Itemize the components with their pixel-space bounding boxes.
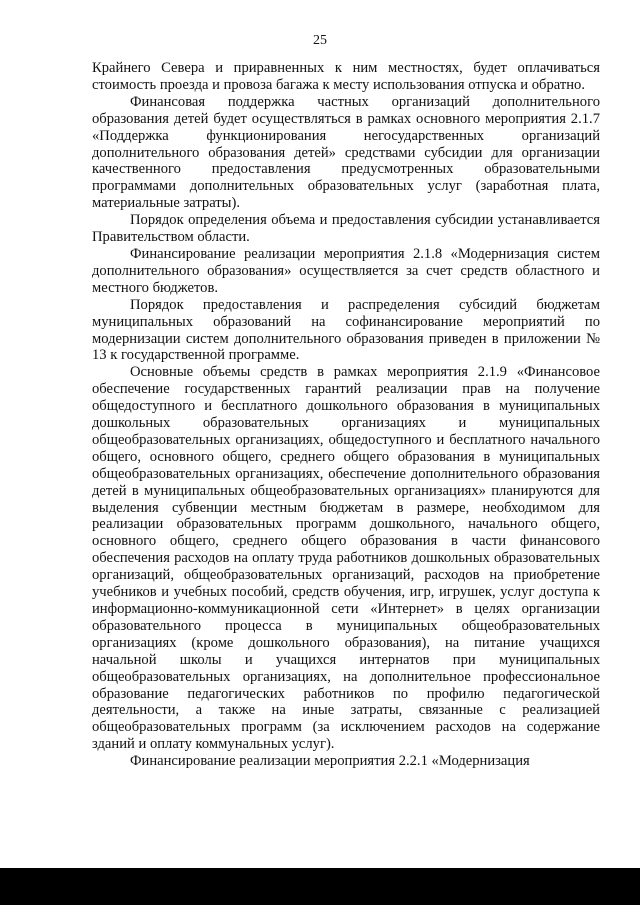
- page-number: 25: [313, 33, 327, 48]
- scan-bottom-edge: [0, 868, 640, 905]
- paragraph-subsidy-distribution: Порядок предоставления и распределения субсидий бюджетам муниципальных образований на софинансирование мероприятий по модернизации систем дополнительного образования приведен в приложении № 13 к государственной программе.: [92, 296, 600, 364]
- document-body: [92, 60, 600, 770]
- paragraph-continuation: Крайнего Севера и приравненных к ним местностях, будет оплачиваться стоимость проезда и провоза багажа к месту использования отпуска и обратно.: [92, 60, 600, 93]
- paragraph-measure-2-1-9: Основные объемы средств в рамках мероприятия 2.1.9 «Финансовое обеспечение государственных гарантий реализации прав на получение общедоступного и бесплатного дошкольного образования в муниципальных дошкольных образовательных организациях и муниципальных общеобразовательных организациях, общедоступного и бесплатного начального общего, основного общего, среднего общего образования в муниципальных общеобразовательных организациях, обеспечение дополнительного образования детей в муниципальных общеобразовательных организациях» планируются для выделения субвенции местным бюджетам в размере, необходимом для реализации образовательных программ дошкольного, начального общего, основного общего, среднего общего образования в части финансового обеспечения расходов на оплату труда работников дошкольных образовательных организаций, общеобразовательных организаций, расходов на приобретение учебников и учебных пособий, средств обучения, игр, игрушек, услуг доступа к информационно-коммуникационной сети «Интернет» в целях организации образовательного процесса в муниципальных общеобразовательных организациях (кроме дошкольного образования), на питание учащихся начальной школы и учащихся интернатов при муниципальных общеобразовательных организациях, на дополнительное профессиональное образование педагогических работников по профилю педагогической деятельности, а также на иные затраты, связанные с реализацией общеобразовательных программ (за исключением расходов на содержание зданий и оплату коммунальных услуг).: [92, 364, 600, 753]
- paragraph-subsidy-order: Порядок определения объема и предоставления субсидии устанавливается Правительством области.: [92, 212, 600, 246]
- paragraph-measure-2-2-1: Финансирование реализации мероприятия 2.2.1 «Модернизация: [130, 753, 530, 770]
- paragraph-measure-2-1-8: Финансирование реализации мероприятия 2.1.8 «Модернизация систем дополнительного образования» осуществляется за счет средств областного и местного бюджетов.: [92, 245, 600, 296]
- paragraph-financial-support: Финансовая поддержка частных организаций дополнительного образования детей будет осуществляться в рамках основного мероприятия 2.1.7 «Поддержка функционирования негосударственных организаций дополнительного образования детей» средствами субсидии для организации качественного предоставления предусмотренных образовательными программами дополнительных образовательных услуг (заработная плата, материальные затраты).: [92, 93, 600, 212]
